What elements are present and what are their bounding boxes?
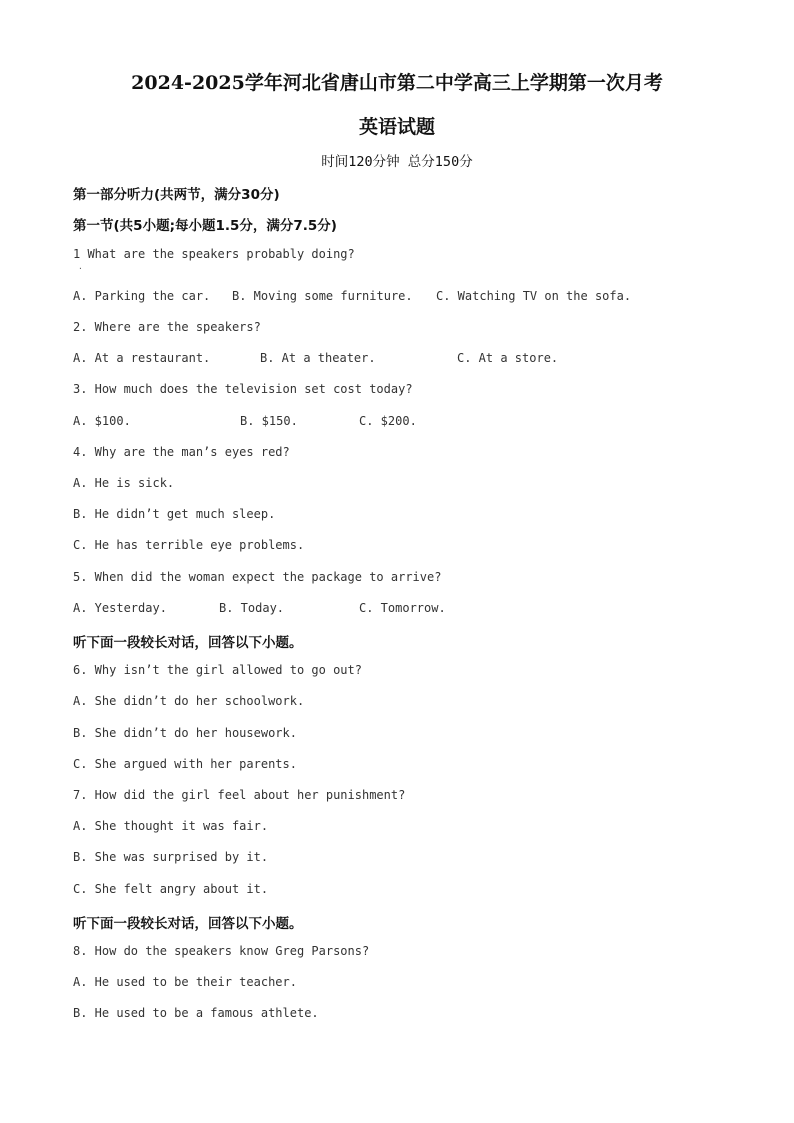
question-1-stem: 1 What are the speakers probably doing? bbox=[73, 247, 355, 261]
long-dialog-heading-1: 听下面一段较长对话，回答以下小题。 bbox=[73, 635, 303, 651]
question-7-option-a: A. She thought it was fair. bbox=[73, 819, 269, 833]
exam-title: 2024-2025学年河北省唐山市第二中学高三上学期第一次月考 bbox=[131, 72, 663, 94]
question-6-option-a: A. She didn’t do her schoolwork. bbox=[73, 694, 305, 708]
question-8-option-b: B. He used to be a famous athlete. bbox=[73, 1006, 319, 1020]
question-3-option-c: C. $200. bbox=[359, 414, 417, 428]
question-4-option-b: B. He didn’t get much sleep. bbox=[73, 507, 276, 521]
question-3-option-a: A. $100. bbox=[73, 414, 131, 428]
question-7-option-b: B. She was surprised by it. bbox=[73, 850, 269, 864]
question-8-stem: 8. How do the speakers know Greg Parsons? bbox=[73, 944, 370, 958]
question-2-option-a: A. At a restaurant. bbox=[73, 351, 211, 365]
question-6-stem: 6. Why isn’t the girl allowed to go out? bbox=[73, 663, 362, 677]
question-1-option-b: B. Moving some furniture. bbox=[232, 289, 413, 303]
question-3-option-b: B. $150. bbox=[240, 414, 298, 428]
question-7-option-c: C. She felt angry about it. bbox=[73, 882, 269, 896]
part1-heading: 第一部分听力(共两节，满分30分) bbox=[73, 187, 280, 203]
question-7-stem: 7. How did the girl feel about her punishment? bbox=[73, 788, 406, 802]
question-2-option-b: B. At a theater. bbox=[260, 351, 376, 365]
question-4-stem: 4. Why are the man’s eyes red? bbox=[73, 445, 290, 459]
question-2-stem: 2. Where are the speakers? bbox=[73, 320, 261, 334]
stray-dot: · bbox=[78, 264, 83, 273]
question-6-option-b: B. She didn’t do her housework. bbox=[73, 726, 297, 740]
exam-subtitle: 英语试题 bbox=[358, 116, 435, 138]
long-dialog-heading-2: 听下面一段较长对话，回答以下小题。 bbox=[73, 916, 303, 932]
question-3-stem: 3. How much does the television set cost today? bbox=[73, 382, 413, 396]
question-4-option-c: C. He has terrible eye problems. bbox=[73, 538, 305, 552]
question-5-option-a: A. Yesterday. bbox=[73, 601, 167, 615]
exam-info: 时间120分钟 总分150分 bbox=[321, 154, 473, 170]
question-6-option-c: C. She argued with her parents. bbox=[73, 757, 297, 771]
question-4-option-a: A. He is sick. bbox=[73, 476, 175, 490]
question-1-option-c: C. Watching TV on the sofa. bbox=[436, 289, 632, 303]
question-8-option-a: A. He used to be their teacher. bbox=[73, 975, 297, 989]
question-2-option-c: C. At a store. bbox=[457, 351, 559, 365]
question-1-option-a: A. Parking the car. bbox=[73, 289, 211, 303]
section1-heading: 第一节(共5小题;每小题1.5分，满分7.5分) bbox=[73, 218, 337, 234]
question-5-option-b: B. Today. bbox=[219, 601, 285, 615]
question-5-option-c: C. Tomorrow. bbox=[359, 601, 446, 615]
question-5-stem: 5. When did the woman expect the package to arrive? bbox=[73, 570, 442, 584]
